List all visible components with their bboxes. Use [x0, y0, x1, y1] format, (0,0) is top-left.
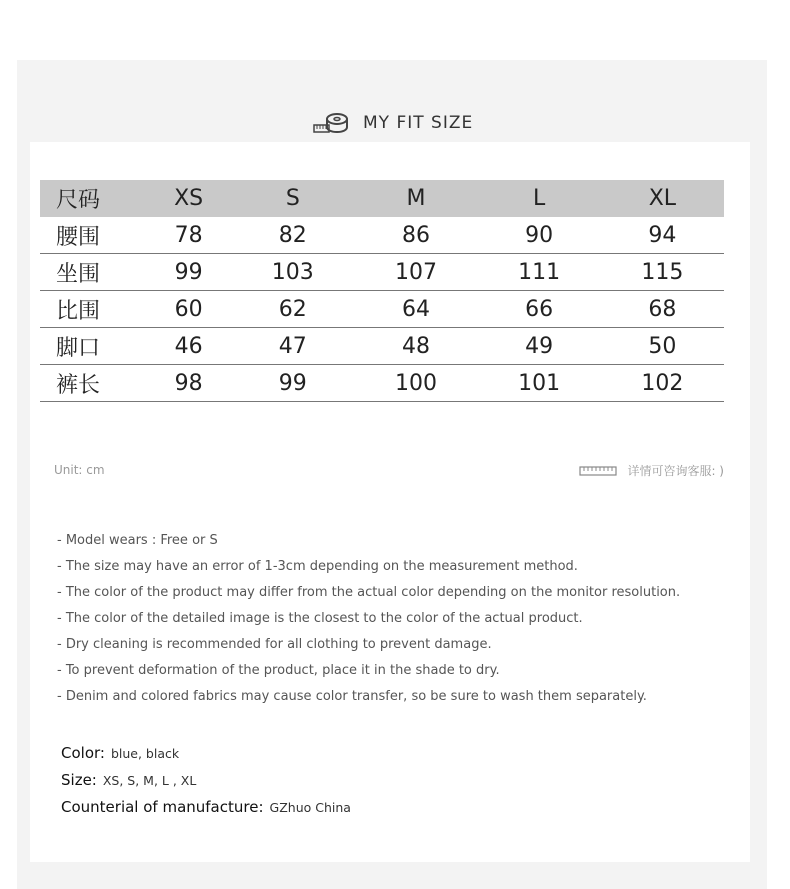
- table-row: [40, 217, 724, 254]
- spec-value: blue, black: [110, 746, 180, 761]
- table-row: [40, 291, 724, 328]
- measure-label: 坐围: [40, 254, 146, 291]
- table-row: [40, 254, 724, 291]
- spec-value: GZhuo China: [269, 800, 351, 815]
- spec-label: Size:: [61, 771, 97, 789]
- measure-label: 裤长: [40, 365, 146, 402]
- note-item: - Model wears : Free or S: [57, 533, 218, 548]
- value-cell: 78: [146, 217, 231, 254]
- size-table: [40, 180, 724, 402]
- value-cell: 49: [478, 328, 601, 365]
- contact-note: [579, 462, 724, 479]
- care-notes: [57, 528, 680, 710]
- spec-label: Color:: [61, 744, 105, 762]
- measuring-tape-icon: [313, 112, 349, 134]
- note-item: - Denim and colored fabrics may cause color transfer, so be sure to wash them separately.: [57, 689, 647, 704]
- measure-label: 腰围: [40, 217, 146, 254]
- value-cell: 99: [146, 254, 231, 291]
- value-cell: 111: [478, 254, 601, 291]
- value-cell: 82: [231, 217, 354, 254]
- value-cell: 60: [146, 291, 231, 328]
- header-cell: XS: [146, 180, 231, 217]
- header-cell: 尺码: [40, 180, 146, 217]
- value-cell: 107: [354, 254, 477, 291]
- contact-text: 详情可咨询客服: ): [627, 464, 724, 478]
- header-cell: L: [478, 180, 601, 217]
- measure-label: 脚口: [40, 328, 146, 365]
- value-cell: 64: [354, 291, 477, 328]
- unit-label: Unit: cm: [54, 463, 105, 477]
- spec-label: Counterial of manufacture:: [61, 798, 264, 816]
- value-cell: 90: [478, 217, 601, 254]
- note-item: - The color of the detailed image is the closest to the color of the actual product.: [57, 611, 583, 626]
- note-item: - The color of the product may differ from the actual color depending on the monitor resolution.: [57, 585, 681, 600]
- table-row: [40, 365, 724, 402]
- ruler-icon: [579, 466, 617, 476]
- spec-manufacture: [61, 794, 351, 821]
- value-cell: 50: [601, 328, 724, 365]
- value-cell: 100: [354, 365, 477, 402]
- value-cell: 98: [146, 365, 231, 402]
- spec-size: [61, 767, 351, 794]
- product-specs: [61, 740, 351, 821]
- header: [313, 112, 473, 134]
- value-cell: 115: [601, 254, 724, 291]
- table-header-row: [40, 180, 724, 217]
- value-cell: 48: [354, 328, 477, 365]
- value-cell: 68: [601, 291, 724, 328]
- value-cell: 86: [354, 217, 477, 254]
- table-row: [40, 328, 724, 365]
- measure-label: 比围: [40, 291, 146, 328]
- section-title: MY FIT SIZE: [363, 113, 474, 133]
- value-cell: 47: [231, 328, 354, 365]
- note-item: - The size may have an error of 1-3cm depending on the measurement method.: [57, 559, 578, 574]
- value-cell: 62: [231, 291, 354, 328]
- value-cell: 99: [231, 365, 354, 402]
- value-cell: 46: [146, 328, 231, 365]
- note-item: - To prevent deformation of the product, place it in the shade to dry.: [57, 663, 500, 678]
- header-cell: XL: [601, 180, 724, 217]
- value-cell: 102: [601, 365, 724, 402]
- value-cell: 103: [231, 254, 354, 291]
- header-cell: S: [231, 180, 354, 217]
- header-cell: M: [354, 180, 477, 217]
- note-item: - Dry cleaning is recommended for all clothing to prevent damage.: [57, 637, 492, 652]
- value-cell: 66: [478, 291, 601, 328]
- spec-color: [61, 740, 351, 767]
- spec-value: XS, S, M, L , XL: [102, 773, 197, 788]
- value-cell: 101: [478, 365, 601, 402]
- value-cell: 94: [601, 217, 724, 254]
